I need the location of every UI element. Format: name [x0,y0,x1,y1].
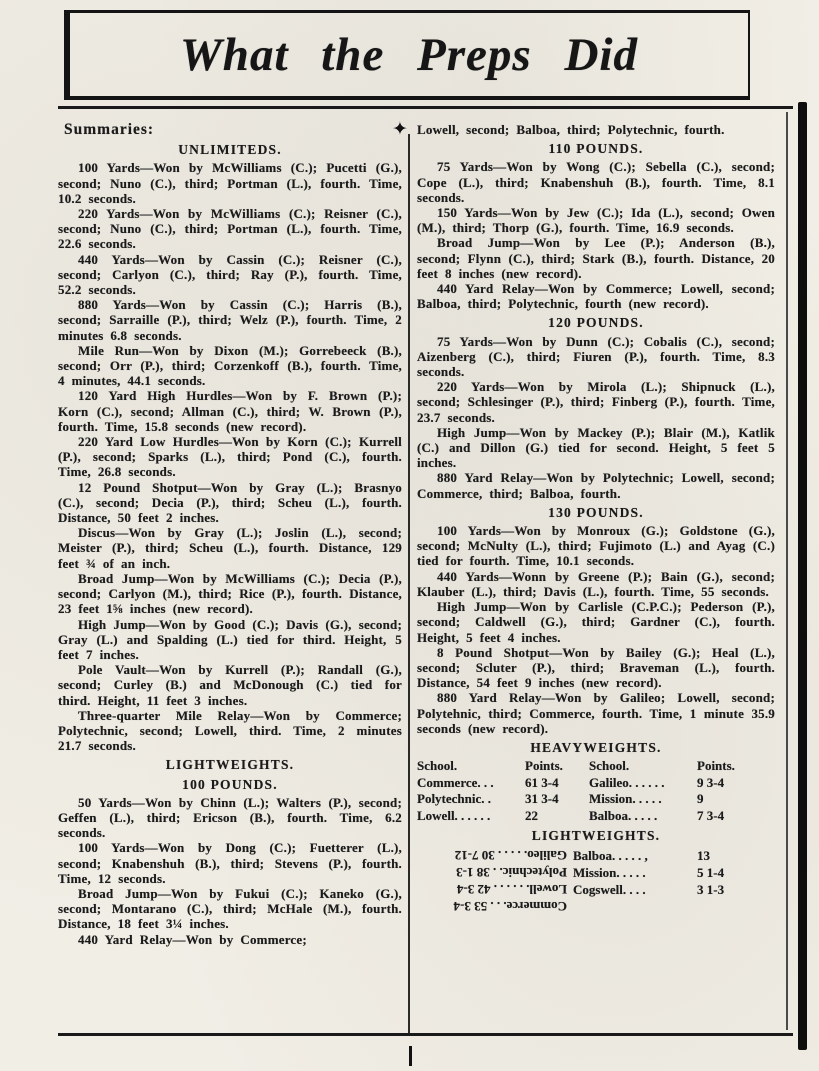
left-column [58,122,402,947]
result-paragraph: 75 Yards—Won by Dunn (C.); Cobalis (C.), second; Aizenberg (C.), third; Fiuren (P.), fourth. Time, 8.3 seconds. [417,333,775,380]
table-row [417,881,775,898]
school-cell: Lowell. . . . . . [417,807,491,823]
section-heading-100-pounds: 100 POUNDS. [182,776,278,792]
table-row [417,808,775,825]
column-header: School. [589,758,630,774]
table-row [417,898,775,915]
column-divider [408,134,410,1033]
masthead [64,10,750,100]
upside-down-score-cell: Polytechnic. . 38 1-3 [456,865,567,881]
result-paragraph: 440 Yards—Wonn by Greene (P.); Bain (G.), second; Klauber (L.), third; Davis (L.), fourth. Time, 55 seconds. [417,568,775,599]
upside-down-score-cell: Galileo. . . . . 30 7-12 [454,848,567,864]
section-heading-110-pounds: 110 POUNDS. [548,141,644,157]
result-paragraph: Broad Jump—Won by McWilliams (C.); Decia (P.), second; Carlyon (M.), third; Rice (P.), fourth. Distance, 23 feet 1⅝ inches (new record). [58,570,402,617]
right-edge-black-bar [798,102,807,1050]
column-header: School. [417,758,458,774]
result-paragraph: 100 Yards—Won by Dong (C.); Fuetterer (L.), second; Knabenshuh (B.), third; Stevens (P.), fourth. Time, 12 seconds. [58,840,402,886]
school-cell: Balboa. . . . . , [573,848,648,864]
school-cell: Mission. . . . . [589,791,662,807]
points-cell: 22 [525,807,538,823]
result-paragraph: 880 Yards—Won by Cassin (C.); Harris (B.), second; Sarraille (P.), third; Welz (P.), fourth. Time, 2 minutes 6.8 seconds. [58,297,402,343]
right-column [417,122,775,915]
result-paragraph: 12 Pound Shotput—Won by Gray (L.); Brasnyo (C.), second; Decia (P.), third; Scheu (L.), fourth. Distance, 50 feet 2 inches. [58,479,402,526]
section-heading-unlimiteds: UNLIMITEDS. [178,142,282,158]
heavyweights-table [417,758,775,824]
star-marker-icon: ✦ [392,119,408,140]
section-heading-lightweights: LIGHTWEIGHTS. [165,757,295,773]
result-paragraph: 75 Yards—Won by Wong (C.); Sebella (C.), second; Cope (L.), third; Knabenshuh (B.), fourth. Time, 8.1 seconds. [417,159,775,205]
result-paragraph: 880 Yard Relay—Won by Galileo; Lowell, second; Polytehnic, third; Commerce, fourth. Time, 1 minute 35.9 seconds (new record). [417,690,775,736]
school-cell: Mission. . . . . [573,865,646,881]
upside-down-score-cell: Commerce. . . 53 3-4 [453,899,567,915]
result-paragraph: 440 Yard Relay—Won by Commerce; [78,931,307,947]
bottom-rule [58,1033,793,1036]
result-paragraph: High Jump—Won by Carlisle (C.P.C.); Pederson (P.), second; Caldwell (G.), third; Gardner (C.), fourth. Height, 5 feet 4 inches. [417,599,775,645]
result-paragraph: 440 Yard Relay—Won by Commerce; Lowell, second; Balboa, third; Polytechnic, fourth (new record). [417,281,775,312]
section-heading-120-pounds: 120 POUNDS. [548,315,644,331]
points-cell: 5 1-4 [697,865,725,881]
result-paragraph: Mile Run—Won by Dixon (M.); Gorrebeeck (B.), second; Orr (P.), third; Corzenkoff (B.), fourth. Time, 4 minutes, 44.1 seconds. [58,342,402,389]
table-row [417,791,775,808]
result-paragraph: 440 Yards—Won by Cassin (C.); Reisner (C.), second; Carlyon (C.), third; Ray (P.), fourth. Time, 52.2 seconds. [58,251,402,298]
table-row [417,847,775,864]
result-paragraph: Discus—Won by Gray (L.); Joslin (L.), second; Meister (P.), third; Scheu (L.), fourth. Distance, 129 feet ¾ of an inch. [58,525,402,571]
result-paragraph: 8 Pound Shotput—Won by Bailey (G.); Heal (L.), second; Scluter (P.), third; Braveman (L.), fourth. Distance, 54 feet 9 inches (new record). [417,644,775,691]
bottom-tick-mark [409,1046,412,1066]
section-heading-130-pounds: 130 POUNDS. [548,504,644,520]
school-cell: Commerce. . . [417,774,494,790]
points-cell: 7 3-4 [697,807,725,823]
points-cell: 31 3-4 [525,791,559,807]
points-cell: 9 [697,791,704,807]
school-cell: Galileo. . . . . . [589,774,665,790]
lightweights-table [417,847,775,915]
result-paragraph-continuation: Lowell, second; Balboa, third; Polytechnic, fourth. [417,122,725,137]
right-edge-rule [786,112,788,1030]
result-paragraph: Broad Jump—Won by Lee (P.); Anderson (B.), second; Flynn (C.), third; Stark (B.), fourth. Distance, 20 feet 8 inches (new record). [417,235,775,281]
result-paragraph: 100 Yards—Won by McWilliams (C.); Pucetti (G.), second; Nuno (C.), third; Portman (L.), fourth. Time, 10.2 seconds. [58,160,402,206]
table-header-row [417,758,775,775]
table-row [417,775,775,792]
school-cell: Cogswell. . . . [573,882,646,898]
column-header: Points. [697,758,735,774]
points-cell: 61 3-4 [525,774,559,790]
table-row [417,864,775,881]
points-cell: 13 [697,848,710,864]
school-cell: Balboa. . . . . [589,807,658,823]
points-cell: 9 3-4 [697,774,725,790]
summaries-label: Summaries: [64,121,155,138]
result-paragraph: 120 Yard High Hurdles—Won by F. Brown (P.); Korn (C.), second; Allman (C.), third; W. Brown (P.), fourth. Time, 15.8 seconds (new record). [58,388,402,434]
masthead-title: What the Preps Did [180,28,638,81]
column-header: Points. [525,758,563,774]
result-paragraph: Broad Jump—Won by Fukui (C.); Kaneko (G.), second; Montarano (C.), third; McHale (M.), fourth. Distance, 18 feet 3¼ inches. [58,885,402,932]
result-paragraph: High Jump—Won by Good (C.); Davis (G.), second; Gray (L.) and Spalding (L.) tied for third. Height, 5 feet 7 inches. [58,616,402,662]
result-paragraph: 50 Yards—Won by Chinn (L.); Walters (P.), second; Geffen (L.), third; Ericson (B.), fourth. Time, 6.2 seconds. [58,794,402,841]
result-paragraph: 220 Yard Low Hurdles—Won by Korn (C.); Kurrell (P.), second; Sparks (L.), third; Pond (C.), fourth. Time, 26.8 seconds. [58,434,402,480]
result-paragraph: 100 Yards—Won by Monroux (G.); Goldstone (G.), second; McNulty (L.), third; Fujimoto (L.) and Ayag (C.) tied for fourth. Time, 10.1 seconds. [417,523,775,569]
section-heading-lightweights-table: LIGHTWEIGHTS. [531,828,661,844]
upside-down-score-cell: Lowell. . . . . . 42 3-4 [456,882,567,898]
points-cell: 3 1-3 [697,882,725,898]
school-cell: Polytechnic. . [417,791,492,807]
top-rule [58,106,793,109]
result-paragraph: 220 Yards—Won by Mirola (L.); Shipnuck (L.), second; Schlesinger (P.), third; Finberg (P.), fourth. Time, 23.7 seconds. [417,379,775,425]
section-heading-heavyweights: HEAVYWEIGHTS. [530,739,662,755]
result-paragraph: Pole Vault—Won by Kurrell (P.); Randall (G.), second; Curley (B.) and McDonough (C.) tied for third. Height, 11 feet 3 inches. [58,662,402,708]
result-paragraph: 150 Yards—Won by Jew (C.); Ida (L.), second; Owen (M.), third; Thorp (G.), fourth. Time, 16.9 seconds. [417,205,775,236]
result-paragraph: 220 Yards—Won by McWilliams (C.); Reisner (C.), second; Nuno (C.), third; Portman (L.), fourth. Time, 22.6 seconds. [58,206,402,252]
result-paragraph: Three-quarter Mile Relay—Won by Commerce; Polytechnic, second; Lowell, third. Time, 2 minutes 21.7 seconds. [58,707,402,754]
result-paragraph: 880 Yard Relay—Won by Polytechnic; Lowell, second; Commerce, third; Balboa, fourth. [417,470,775,501]
result-paragraph: High Jump—Won by Mackey (P.); Blair (M.), Katlik (C.) and Dillon (G.) tied for second. Height, 5 feet 5 inches. [417,424,775,471]
